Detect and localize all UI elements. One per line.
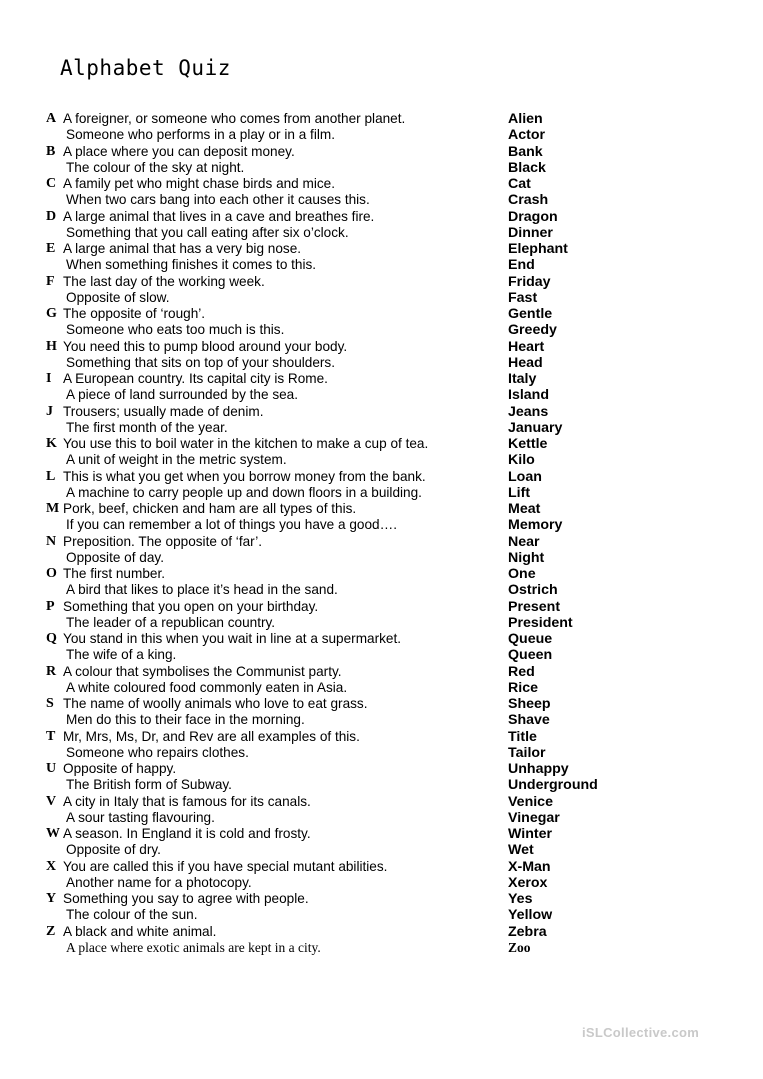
quiz-answer: Zebra — [508, 923, 547, 940]
quiz-answer: Queue — [508, 631, 553, 647]
quiz-row — [0, 647, 763, 663]
quiz-letter: O — [46, 566, 57, 581]
quiz-answer: Alien — [508, 111, 543, 127]
quiz-row — [0, 696, 763, 712]
quiz-row — [0, 469, 763, 485]
quiz-row — [0, 420, 763, 436]
quiz-clue: You use this to boil water in the kitchen to make a cup of tea. — [63, 436, 429, 451]
quiz-answer: Unhappy — [508, 761, 569, 777]
quiz-letter: U — [46, 761, 57, 776]
quiz-letter: J — [46, 403, 53, 419]
quiz-clue: Something that you call eating after six o’clock. — [66, 224, 349, 240]
quiz-answer: Ostrich — [508, 582, 558, 599]
quiz-row — [0, 257, 763, 273]
quiz-letter: F — [46, 273, 55, 289]
quiz-answer: Jeans — [508, 403, 549, 420]
quiz-clue: Opposite of happy. — [63, 761, 177, 776]
quiz-answer: Queen — [508, 647, 553, 664]
quiz-clue: A place where exotic animals are kept in a city. — [66, 939, 321, 955]
quiz-clue: Something that sits on top of your shoulders. — [66, 354, 336, 370]
quiz-row — [0, 111, 763, 127]
quiz-row — [0, 306, 763, 322]
quiz-answer: Meat — [508, 501, 541, 517]
quiz-answer: Night — [508, 549, 545, 566]
quiz-row — [0, 745, 763, 761]
quiz-row — [0, 924, 763, 940]
quiz-letter: L — [46, 468, 56, 484]
quiz-answer: Loan — [508, 468, 542, 485]
quiz-clue: A place where you can deposit money. — [63, 143, 295, 159]
quiz-clue: A city in Italy that is famous for its canals. — [63, 793, 311, 809]
quiz-clue: The leader of a republican country. — [66, 614, 276, 630]
quiz-answer: Lift — [508, 484, 531, 501]
quiz-clue: A white coloured food commonly eaten in Asia. — [66, 679, 348, 695]
quiz-clue: Trousers; usually made of denim. — [63, 403, 264, 419]
quiz-answer: Kilo — [508, 452, 535, 469]
quiz-clue: A foreigner, or someone who comes from another planet. — [63, 111, 406, 126]
quiz-answer: Island — [508, 387, 549, 404]
quiz-letter: P — [46, 598, 55, 614]
watermark: iSLCollective.com — [582, 1025, 700, 1040]
page-title: Alphabet Quiz — [60, 56, 231, 80]
quiz-clue: The colour of the sky at night. — [66, 159, 245, 175]
quiz-letter: K — [46, 436, 57, 451]
quiz-row — [0, 192, 763, 208]
quiz-answer: Wet — [508, 842, 534, 859]
quiz-row — [0, 404, 763, 420]
quiz-letter: T — [46, 728, 56, 744]
quiz-clue: Opposite of day. — [66, 549, 164, 565]
quiz-clue: The colour of the sun. — [66, 907, 198, 923]
quiz-row — [0, 566, 763, 582]
quiz-answer: X-Man — [508, 858, 551, 875]
quiz-row — [0, 859, 763, 875]
quiz-row — [0, 517, 763, 533]
quiz-clue: A large animal that has a very big nose. — [63, 241, 302, 256]
quiz-row — [0, 712, 763, 728]
quiz-row — [0, 664, 763, 680]
quiz-clue: The first month of the year. — [66, 419, 228, 435]
quiz-row — [0, 729, 763, 745]
quiz-answer: Xerox — [508, 874, 548, 891]
quiz-row — [0, 355, 763, 371]
quiz-row — [0, 875, 763, 891]
quiz-letter: Q — [46, 631, 57, 646]
quiz-letter: Z — [46, 923, 56, 939]
quiz-answer: January — [508, 419, 563, 436]
quiz-row — [0, 599, 763, 615]
quiz-row — [0, 631, 763, 647]
quiz-clue: A colour that symbolises the Communist party. — [63, 663, 342, 679]
quiz-letter: H — [46, 338, 57, 354]
quiz-answer: Elephant — [508, 241, 568, 257]
quiz-row — [0, 940, 763, 956]
quiz-row — [0, 176, 763, 192]
quiz-row — [0, 209, 763, 225]
quiz-clue: Preposition. The opposite of ‘far’. — [63, 533, 262, 549]
quiz-answer: Cat — [508, 176, 531, 192]
quiz-clue: A season. In England it is cold and frosty. — [63, 826, 311, 841]
quiz-clue: A black and white animal. — [63, 923, 217, 939]
quiz-clue: Opposite of slow. — [66, 289, 170, 305]
quiz-answer: President — [508, 614, 573, 631]
quiz-letter: Y — [46, 891, 57, 906]
quiz-answer: Winter — [508, 826, 553, 842]
quiz-row — [0, 680, 763, 696]
quiz-letter: E — [46, 241, 56, 256]
quiz-letter: C — [46, 176, 57, 191]
quiz-row — [0, 501, 763, 517]
quiz-clue: You are called this if you have special mutant abilities. — [63, 858, 388, 874]
quiz-answer: Venice — [508, 793, 553, 810]
quiz-letter: M — [46, 501, 60, 516]
quiz-answer: Red — [508, 663, 535, 680]
quiz-answer: Fast — [508, 289, 538, 306]
quiz-answer: Title — [508, 728, 537, 745]
quiz-answer: Vinegar — [508, 809, 560, 826]
quiz-answer: Memory — [508, 517, 563, 534]
quiz-row — [0, 274, 763, 290]
quiz-answer: Heart — [508, 338, 545, 355]
quiz-clue: The first number. — [63, 566, 165, 581]
quiz-letter: V — [46, 793, 57, 809]
quiz-letter: B — [46, 143, 56, 159]
quiz-clue: Someone who repairs clothes. — [66, 744, 249, 760]
quiz-letter: N — [46, 533, 57, 549]
quiz-clue: The name of woolly animals who love to eat grass. — [63, 696, 368, 711]
quiz-clue: If you can remember a lot of things you have a good…. — [66, 517, 397, 533]
quiz-answer: Crash — [508, 192, 549, 209]
quiz-clue: Another name for a photocopy. — [66, 874, 252, 890]
quiz-answer: Head — [508, 354, 543, 371]
quiz-row — [0, 842, 763, 858]
quiz-row — [0, 144, 763, 160]
quiz-row — [0, 452, 763, 468]
quiz-clue: Something that you open on your birthday. — [63, 598, 319, 614]
quiz-row — [0, 485, 763, 501]
quiz-row — [0, 582, 763, 598]
quiz-letter: W — [46, 826, 60, 841]
quiz-answer: Gentle — [508, 306, 553, 322]
quiz-row — [0, 241, 763, 257]
quiz-answer: Dinner — [508, 224, 553, 241]
quiz-letter: G — [46, 306, 57, 321]
quiz-clue: A machine to carry people up and down floors in a building. — [66, 484, 422, 500]
quiz-letter: D — [46, 208, 57, 224]
quiz-row — [0, 907, 763, 923]
quiz-answer: Black — [508, 159, 546, 176]
quiz-clue: Mr, Mrs, Ms, Dr, and Rev are all examples of this. — [63, 728, 360, 744]
quiz-clue: Men do this to their face in the morning. — [66, 712, 305, 728]
quiz-answer: Greedy — [508, 322, 557, 339]
quiz-row — [0, 534, 763, 550]
quiz-clue: Someone who performs in a play or in a film. — [66, 127, 335, 143]
quiz-row — [0, 891, 763, 907]
quiz-clue: Opposite of dry. — [66, 842, 161, 858]
quiz-clue: Someone who eats too much is this. — [66, 322, 285, 338]
quiz-answer: Zoo — [508, 939, 531, 955]
quiz-list — [0, 111, 763, 956]
quiz-row — [0, 371, 763, 387]
quiz-row — [0, 127, 763, 143]
quiz-letter: S — [46, 696, 54, 711]
quiz-row — [0, 615, 763, 631]
quiz-answer: Bank — [508, 143, 543, 160]
quiz-letter: I — [46, 371, 52, 386]
quiz-row — [0, 761, 763, 777]
quiz-letter: A — [46, 111, 57, 126]
quiz-row — [0, 794, 763, 810]
quiz-clue: The last day of the working week. — [63, 273, 265, 289]
quiz-row — [0, 225, 763, 241]
quiz-row — [0, 387, 763, 403]
quiz-clue: When something finishes it comes to this. — [66, 257, 317, 273]
quiz-clue: When two cars bang into each other it causes this. — [66, 192, 370, 208]
quiz-clue: The British form of Subway. — [66, 777, 232, 793]
quiz-answer: End — [508, 257, 535, 274]
quiz-row — [0, 550, 763, 566]
quiz-row — [0, 777, 763, 793]
quiz-clue: A piece of land surrounded by the sea. — [66, 387, 299, 403]
quiz-answer: Rice — [508, 679, 538, 696]
quiz-answer: Yellow — [508, 907, 553, 924]
quiz-answer: Italy — [508, 371, 537, 387]
quiz-answer: Shave — [508, 712, 550, 729]
quiz-answer: Friday — [508, 273, 551, 290]
quiz-row — [0, 339, 763, 355]
quiz-answer: Tailor — [508, 744, 546, 761]
quiz-clue: A bird that likes to place it’s head in the sand. — [66, 582, 338, 598]
quiz-answer: Actor — [508, 127, 546, 144]
quiz-row — [0, 826, 763, 842]
quiz-row — [0, 290, 763, 306]
quiz-row — [0, 322, 763, 338]
quiz-clue: A unit of weight in the metric system. — [66, 452, 287, 468]
quiz-clue: A sour tasting flavouring. — [66, 809, 215, 825]
quiz-clue: The opposite of ‘rough’. — [63, 306, 206, 321]
quiz-clue: This is what you get when you borrow money from the bank. — [63, 468, 426, 484]
quiz-clue: Something you say to agree with people. — [63, 891, 309, 906]
quiz-answer: Near — [508, 533, 540, 550]
quiz-answer: Dragon — [508, 208, 558, 225]
quiz-answer: Underground — [508, 777, 598, 794]
quiz-row — [0, 160, 763, 176]
quiz-clue: Pork, beef, chicken and ham are all types of this. — [63, 501, 357, 516]
quiz-clue: You stand in this when you wait in line at a supermarket. — [63, 631, 402, 646]
quiz-row — [0, 810, 763, 826]
quiz-letter: R — [46, 663, 57, 679]
quiz-clue: You need this to pump blood around your body. — [63, 338, 348, 354]
quiz-clue: A family pet who might chase birds and mice. — [63, 176, 336, 191]
quiz-answer: Present — [508, 598, 561, 615]
quiz-row — [0, 436, 763, 452]
quiz-clue: The wife of a king. — [66, 647, 177, 663]
quiz-answer: Yes — [508, 891, 533, 907]
quiz-letter: X — [46, 858, 57, 874]
quiz-answer: Sheep — [508, 696, 551, 712]
quiz-answer: Kettle — [508, 436, 548, 452]
quiz-clue: A European country. Its capital city is Rome. — [63, 371, 328, 386]
quiz-clue: A large animal that lives in a cave and breathes fire. — [63, 208, 375, 224]
quiz-answer: One — [508, 566, 536, 582]
